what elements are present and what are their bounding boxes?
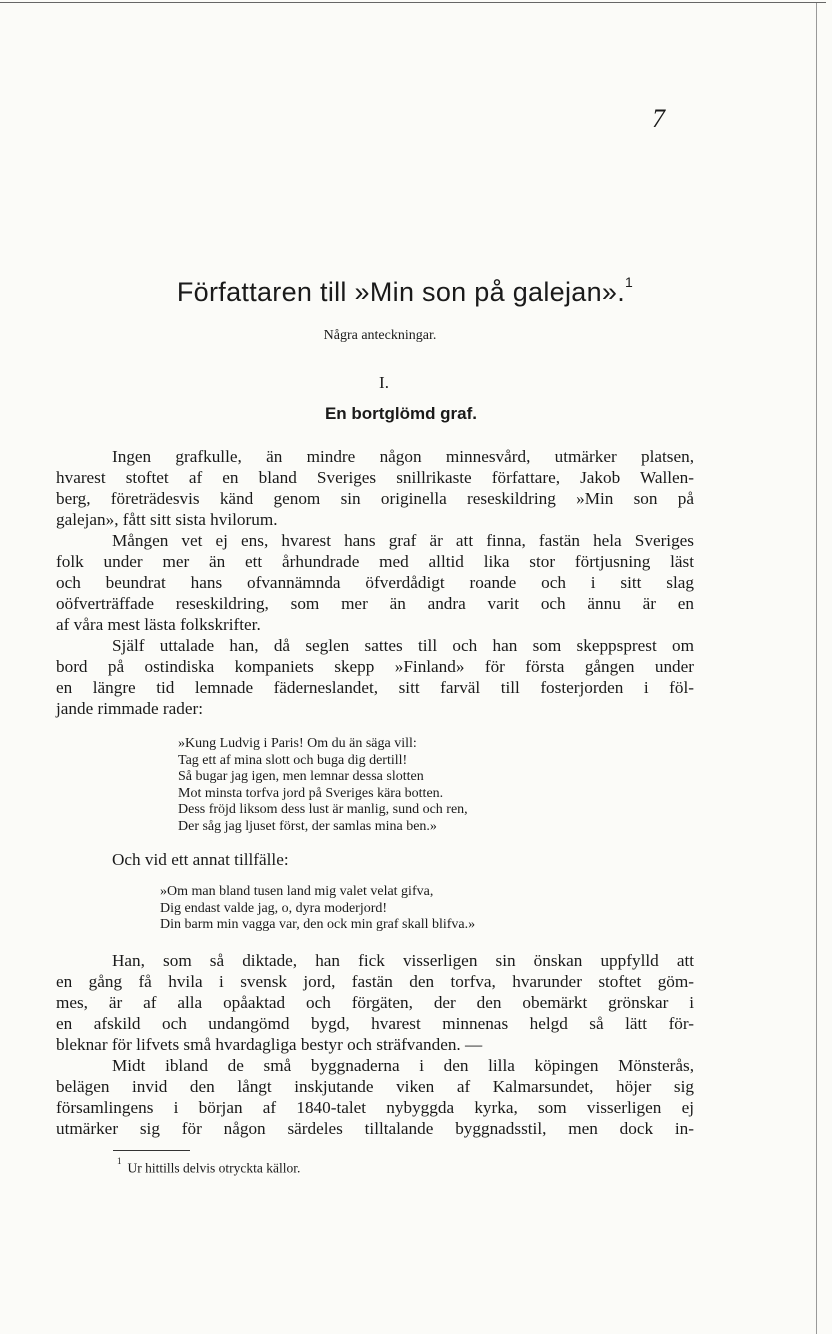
paragraph-line: en gång få hvila i svensk jord, fastän den torfva, hvarunder stoftet göm- xyxy=(56,972,694,991)
verse-line: Din barm min vagga var, den ock min graf skall blifva.» xyxy=(160,917,476,933)
paragraph-line: Och vid ett annat tillfälle: xyxy=(112,850,289,869)
verse-1 xyxy=(178,736,468,836)
article-title xyxy=(0,274,810,308)
paragraph-5 xyxy=(112,950,694,971)
paragraph-line: oöfverträffade reseskildring, som mer än andra varit och ännu är en xyxy=(56,594,694,613)
verse-line: Så bugar jag igen, men lemnar dessa slotten xyxy=(178,769,424,785)
paragraph-line: bord på ostindiska kompaniets skepp »Finland» för första gången under xyxy=(56,657,694,676)
paragraph-line: Han, som så diktade, han fick visserligen sin önskan uppfylld att xyxy=(112,951,694,970)
verse-line: Der såg jag ljuset först, der samlas mina ben.» xyxy=(178,818,437,834)
footnote-text: Ur hittills delvis otryckta källor. xyxy=(127,1160,301,1176)
paragraph-line: en längre tid lemnade fäderneslandet, sitt farväl till fosterjorden i föl- xyxy=(56,678,694,697)
paragraph-line: utmärker sig för någon särdeles tilltalande byggnadsstil, men dock in- xyxy=(56,1119,694,1138)
paragraph-line: Mången vet ej ens, hvarest hans graf är att finna, fastän hela Sveriges xyxy=(112,531,694,550)
verse-line: »Kung Ludvig i Paris! Om du än säga vill: xyxy=(178,736,417,751)
paragraph-3-body xyxy=(56,656,694,719)
paragraph-line: galejan», fått sitt sista hvilorum. xyxy=(56,510,278,529)
paragraph-1 xyxy=(112,446,694,467)
footnote xyxy=(117,1156,301,1177)
paragraph-line: Själf uttalade han, då seglen sattes till och han som skeppsprest om xyxy=(112,636,694,655)
paragraph-line: Midt ibland de små byggnaderna i den lilla köpingen Mönsterås, xyxy=(112,1056,694,1075)
page-number: 7 xyxy=(652,104,665,133)
paragraph-line: jande rimmade rader: xyxy=(56,699,203,718)
paragraph-line: församlingens i början af 1840-talet nybyggda kyrka, som visserligen ej xyxy=(56,1098,694,1117)
paragraph-line: mes, är af alla opåaktad och förgäten, der den obemärkt grönskar i xyxy=(56,993,694,1012)
paragraph-line: bleknar för lifvets små hvardagliga bestyr och sträfvanden. — xyxy=(56,1035,483,1054)
section-number: I. xyxy=(379,373,389,392)
paragraph-line: Ingen grafkulle, än mindre någon minnesvård, utmärker platsen, xyxy=(112,447,694,466)
paragraph-line: och beundrat hans ofvannämnda öfverdådigt roande och i sitt slag xyxy=(56,573,694,592)
verse-line: »Om man bland tusen land mig valet velat gifva, xyxy=(160,884,434,899)
paragraph-6 xyxy=(112,1055,694,1076)
verse-line: Tag ett af mina slott och buga dig dertill! xyxy=(178,752,408,768)
title-footnote-mark: 1 xyxy=(625,274,634,290)
paragraph-2-body xyxy=(56,551,694,635)
verse-line: Dess fröjd liksom dess lust är manlig, sund och ren, xyxy=(178,802,468,818)
paragraph-line: hvarest stoftet af en bland Sveriges snillrikaste författare, Jakob Wallen- xyxy=(56,468,694,487)
footnote-rule xyxy=(113,1150,190,1151)
paragraph-line: berg, företrädesvis känd genom sin originella reseskildring »Min son på xyxy=(56,489,694,508)
paragraph-2 xyxy=(112,530,694,551)
paragraph-line: en afskild och undangömd bygd, hvarest minnenas helgd så lätt för- xyxy=(56,1014,694,1033)
page-top-edge xyxy=(0,2,826,3)
paragraph-3 xyxy=(112,635,694,656)
paragraph-5-body xyxy=(56,971,694,1055)
verse-2 xyxy=(160,884,475,934)
footnote-mark: 1 xyxy=(117,1156,122,1166)
paragraph-6-body xyxy=(56,1076,694,1139)
verse-line: Mot minsta torfva jord på Sveriges kära botten. xyxy=(178,785,444,801)
verse-line: Dig endast valde jag, o, dyra moderjord! xyxy=(160,900,388,916)
paragraph-4 xyxy=(112,849,512,870)
article-title-text: Författaren till »Min son på galejan». xyxy=(176,277,626,307)
paragraph-line: belägen invid den långt inskjutande viken af Kalmarsundet, höjer sig xyxy=(56,1077,694,1096)
page-right-edge xyxy=(816,3,817,1334)
section-title: En bortglömd graf. xyxy=(324,404,478,423)
paragraph-line: af våra mest lästa folkskrifter. xyxy=(56,615,261,634)
paragraph-1-body xyxy=(56,467,694,530)
paragraph-line: folk under mer än ett århundrade med alltid lika stor förtjusning läst xyxy=(56,552,694,571)
article-subtitle: Några anteckningar. xyxy=(323,328,437,343)
